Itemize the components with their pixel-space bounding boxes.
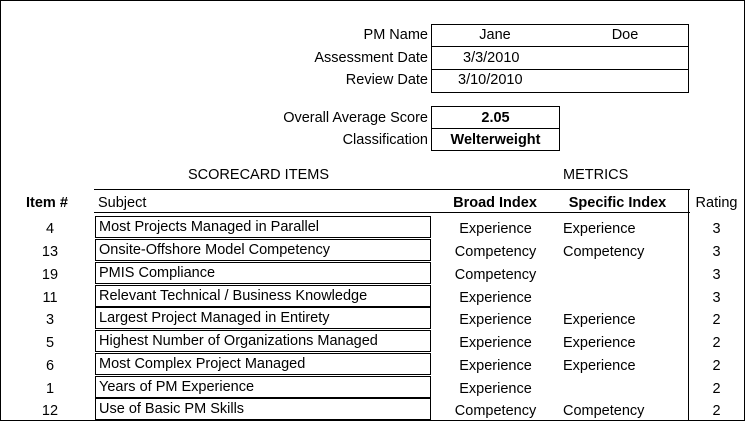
subject-cell[interactable]: Most Projects Managed in Parallel [95, 216, 431, 238]
classification-label: Classification [342, 132, 428, 148]
broad-index-cell: Experience [459, 312, 532, 328]
rating-cell[interactable]: 2 [712, 381, 721, 397]
rating-cell[interactable]: 2 [712, 335, 721, 351]
item-number: 11 [42, 290, 58, 306]
section-scorecard-items: SCORECARD ITEMS [188, 167, 329, 183]
pm-first-name[interactable]: Jane [479, 27, 511, 43]
item-number: 12 [41, 403, 59, 419]
subject-cell[interactable]: Largest Project Managed in Entirety [95, 307, 431, 329]
score-divider [431, 128, 560, 129]
specific-index-cell: Competency [563, 244, 645, 260]
column-header-bottom-line [94, 212, 690, 213]
assessment-date-value[interactable]: 3/3/2010 [463, 50, 520, 66]
subject-cell[interactable]: Onsite-Offshore Model Competency [95, 239, 431, 261]
specific-index-cell: Competency [563, 403, 645, 419]
broad-index-cell: Experience [459, 221, 532, 237]
broad-index-cell: Competency [454, 403, 537, 419]
specific-index-cell: Experience [563, 358, 636, 374]
item-number: 6 [45, 358, 55, 374]
broad-index-cell: Experience [459, 335, 532, 351]
broad-index-cell: Competency [454, 244, 537, 260]
item-number: 19 [41, 267, 59, 283]
overall-score-value: 2.05 [481, 110, 510, 126]
subject-cell[interactable]: Use of Basic PM Skills [95, 398, 431, 420]
item-number: 1 [45, 381, 55, 397]
classification-value: Welterweight [450, 132, 541, 148]
rating-cell[interactable]: 3 [712, 290, 721, 306]
column-rating-header: Rating [695, 195, 738, 211]
subject-cell[interactable]: Most Complex Project Managed [95, 353, 431, 375]
specific-index-cell: Experience [563, 221, 636, 237]
review-date-value[interactable]: 3/10/2010 [458, 72, 523, 88]
review-date-label: Review Date [345, 72, 428, 88]
item-number: 4 [45, 221, 55, 237]
broad-index-cell: Experience [459, 290, 532, 306]
broad-index-cell: Competency [454, 267, 537, 283]
column-header-top-line [94, 189, 690, 190]
assessment-date-label: Assessment Date [314, 50, 428, 66]
pm-last-name[interactable]: Doe [611, 27, 639, 43]
rating-cell[interactable]: 2 [712, 403, 721, 419]
rating-cell[interactable]: 2 [712, 358, 721, 374]
rating-cell[interactable]: 3 [712, 244, 721, 260]
rating-column-divider [688, 189, 689, 421]
specific-index-cell: Experience [563, 312, 636, 328]
subject-cell[interactable]: Years of PM Experience [95, 376, 431, 398]
pm-info-divider-1 [431, 46, 689, 47]
rating-cell[interactable]: 3 [712, 221, 721, 237]
rating-cell[interactable]: 3 [712, 267, 721, 283]
item-number: 13 [41, 244, 59, 260]
rating-cell[interactable]: 2 [712, 312, 721, 328]
pm-name-label: PM Name [363, 27, 428, 43]
broad-index-cell: Experience [459, 358, 532, 374]
column-item-header: Item # [26, 195, 68, 211]
broad-index-cell: Experience [459, 381, 532, 397]
subject-cell[interactable]: Highest Number of Organizations Managed [95, 330, 431, 352]
section-metrics: METRICS [563, 167, 629, 183]
item-number: 3 [45, 312, 55, 328]
item-number: 5 [45, 335, 55, 351]
column-broad-header: Broad Index [453, 195, 537, 211]
column-specific-header: Specific Index [568, 195, 667, 211]
subject-cell[interactable]: PMIS Compliance [95, 262, 431, 284]
overall-score-label: Overall Average Score [283, 110, 428, 126]
specific-index-cell: Experience [563, 335, 636, 351]
subject-cell[interactable]: Relevant Technical / Business Knowledge [95, 285, 431, 307]
column-subject-header: Subject [98, 195, 147, 211]
